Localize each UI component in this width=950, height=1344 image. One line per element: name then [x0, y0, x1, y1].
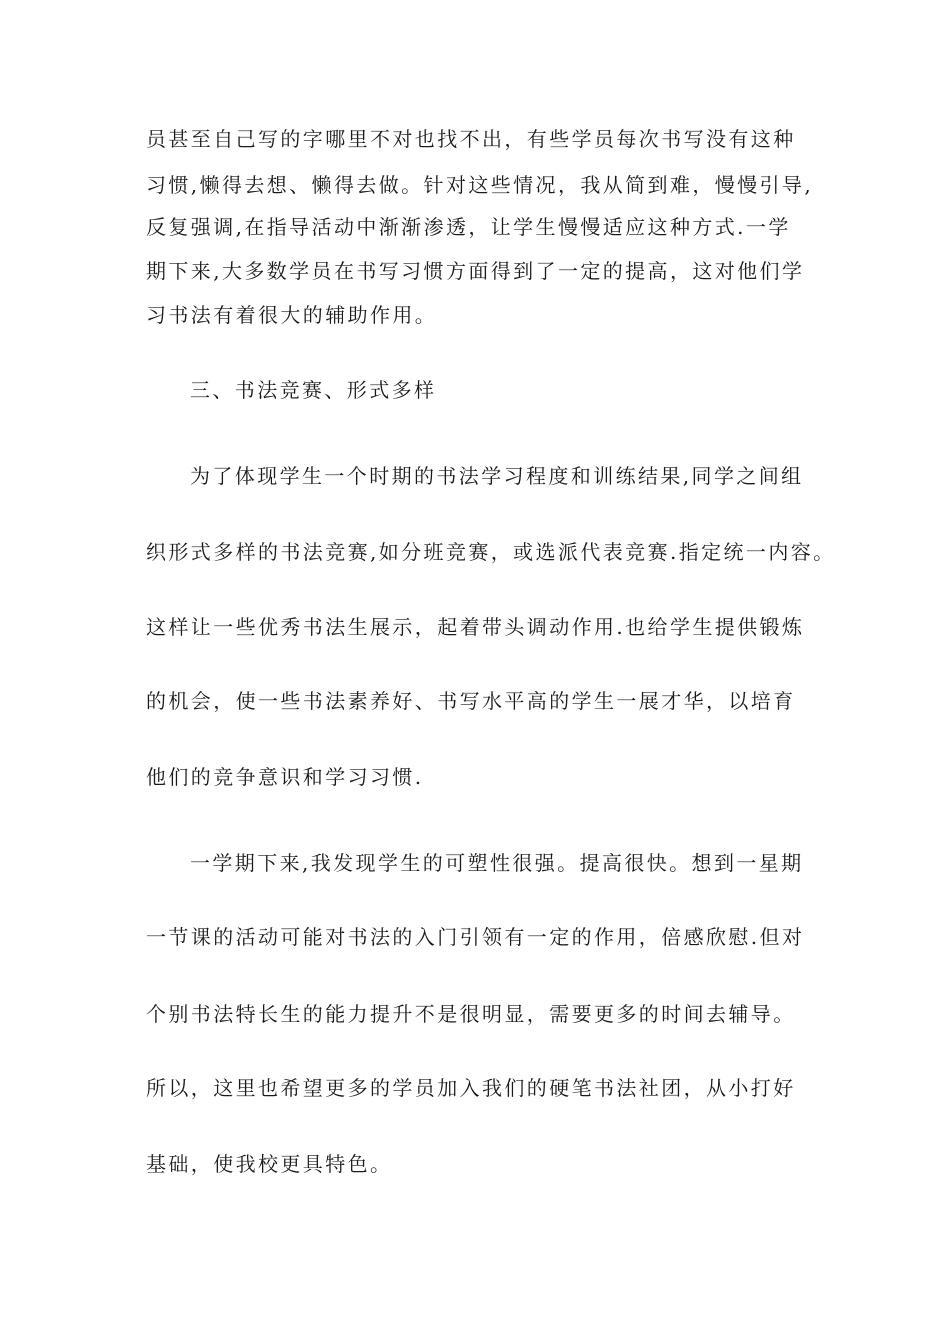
paragraph-3-line-1: 一学期下来,我发现学生的可塑性很强。提高很快。想到一星期: [190, 851, 804, 875]
paragraph-1-line-4: 期下来,大多数学员在书写习惯方面得到了一定的提高，这对他们学: [146, 259, 805, 283]
paragraph-3-line-4: 所以，这里也希望更多的学员加入我们的硬笔书法社团，从小打好: [146, 1076, 796, 1100]
paragraph-1-line-3: 反复强调,在指导活动中渐渐渗透，让学生慢慢适应这种方式.一学: [146, 215, 791, 239]
paragraph-3-line-2: 一节课的活动可能对书法的入门引领有一定的作用，倍感欣慰.但对: [146, 925, 805, 949]
paragraph-1-line-5: 习书法有着很大的辅助作用。: [146, 303, 438, 327]
paragraph-2-line-4: 的机会，使一些书法素养好、书写水平高的学生一展才华，以培育: [146, 689, 796, 713]
paragraph-1-line-1: 员甚至自己写的字哪里不对也找不出，有些学员每次书写没有这种: [146, 127, 796, 151]
paragraph-1-line-2: 习惯,懒得去想、懒得去做。针对这些情况，我从简到难，慢慢引导,: [146, 173, 814, 197]
paragraph-2-line-3: 这样让一些优秀书法生展示，起着带头调动作用.也给学生提供锻炼: [146, 615, 805, 639]
paragraph-3-line-3: 个别书法特长生的能力提升不是很明显，需要更多的时间去辅导。: [146, 1002, 796, 1026]
paragraph-2-line-1: 为了体现学生一个时期的书法学习程度和训练结果,同学之间组: [190, 464, 804, 488]
paragraph-2-line-2: 织形式多样的书法竞赛,如分班竞赛，或选派代表竞赛.指定统一内容。: [146, 540, 836, 564]
section-heading-3: 三、书法竞赛、形式多样: [190, 378, 437, 402]
paragraph-2-line-5: 他们的竞争意识和学习习惯.: [146, 765, 424, 789]
paragraph-3-line-5: 基础，使我校更具特色。: [146, 1152, 393, 1176]
